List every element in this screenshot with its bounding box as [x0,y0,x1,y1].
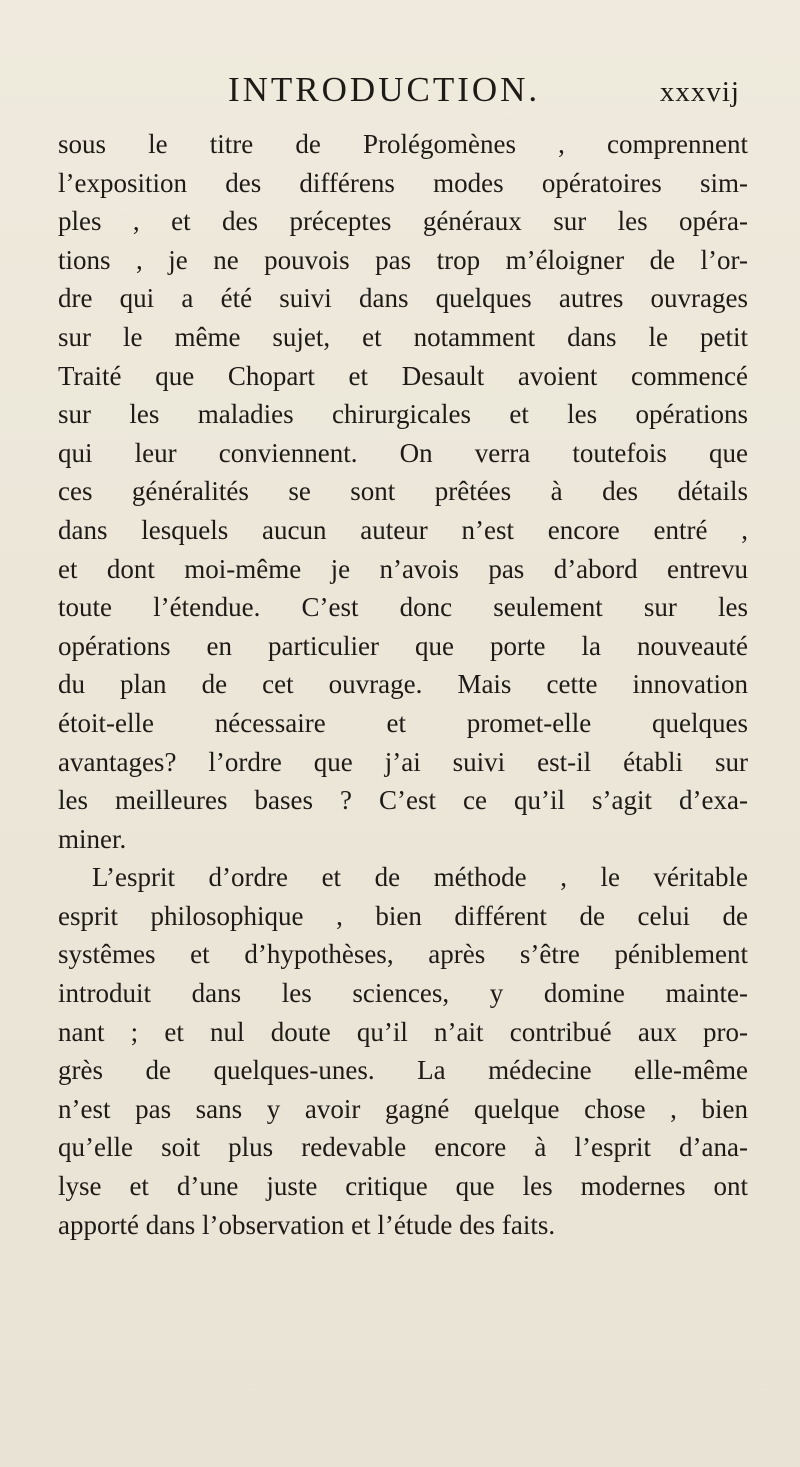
text-line: l’exposition des différens modes opératoires sim- [58,167,748,198]
text-line: apporté dans l’observation et l’étude des faits. [58,1209,556,1240]
text-line: n’est pas sans y avoir gagné quelque chose , bien [58,1093,748,1124]
text-line: lyse et d’une juste critique que les modernes ont [58,1171,748,1202]
text-line: esprit philosophique , bien différent de celui de [58,900,748,931]
text-line: systêmes et d’hypothèses, après s’être péniblement [58,939,748,970]
text-line: les meilleures bases ? C’est ce qu’il s’agit d’exa- [58,785,748,816]
text-line: tions , je ne pouvois pas trop m’éloigner de l’or- [58,244,748,275]
text-line: étoit-elle nécessaire et promet-elle quelques [58,707,748,738]
text-line: Traité que Chopart et Desault avoient commencé [58,360,748,391]
text-line: dans lesquels aucun auteur n’est encore entré , [58,514,748,545]
text-line: nant ; et nul doute qu’il n’ait contribué aux pro- [58,1016,748,1047]
text-line: qu’elle soit plus redevable encore à l’esprit d’ana- [58,1132,748,1163]
running-head: INTRODUCTION. [228,70,541,109]
text-line: L’esprit d’ordre et de méthode , le véritable [92,862,748,893]
text-line: sur les maladies chirurgicales et les opérations [58,399,748,430]
text-line: ples , et des préceptes généraux sur les opéra- [58,206,748,237]
text-line: sur le même sujet, et notamment dans le petit [58,321,748,352]
text-line: grès de quelques-unes. La médecine elle-même [58,1055,748,1086]
text-line: miner. [58,823,127,854]
text-line: ces généralités se sont prêtées à des détails [58,476,748,507]
page-header [60,70,740,118]
text-line: et dont moi-même je n’avois pas d’abord entrevu [58,553,748,584]
text-line: avantages? l’ordre que j’ai suivi est-il établi sur [58,746,748,777]
text-line: du plan de cet ouvrage. Mais cette innovation [58,669,748,700]
text-line: qui leur conviennent. On verra toutefois que [58,437,748,468]
text-line: opérations en particulier que porte la nouveauté [58,630,748,661]
text-line: toute l’étendue. C’est donc seulement sur les [58,592,748,623]
text-line: sous le titre de Prolégomènes , comprennent [58,129,748,159]
body-text [58,125,748,1244]
text-line: dre qui a été suivi dans quelques autres ouvrages [58,283,748,314]
text-line: introduit dans les sciences, y domine mainte- [58,978,748,1009]
page-number: xxxvij [659,76,740,108]
